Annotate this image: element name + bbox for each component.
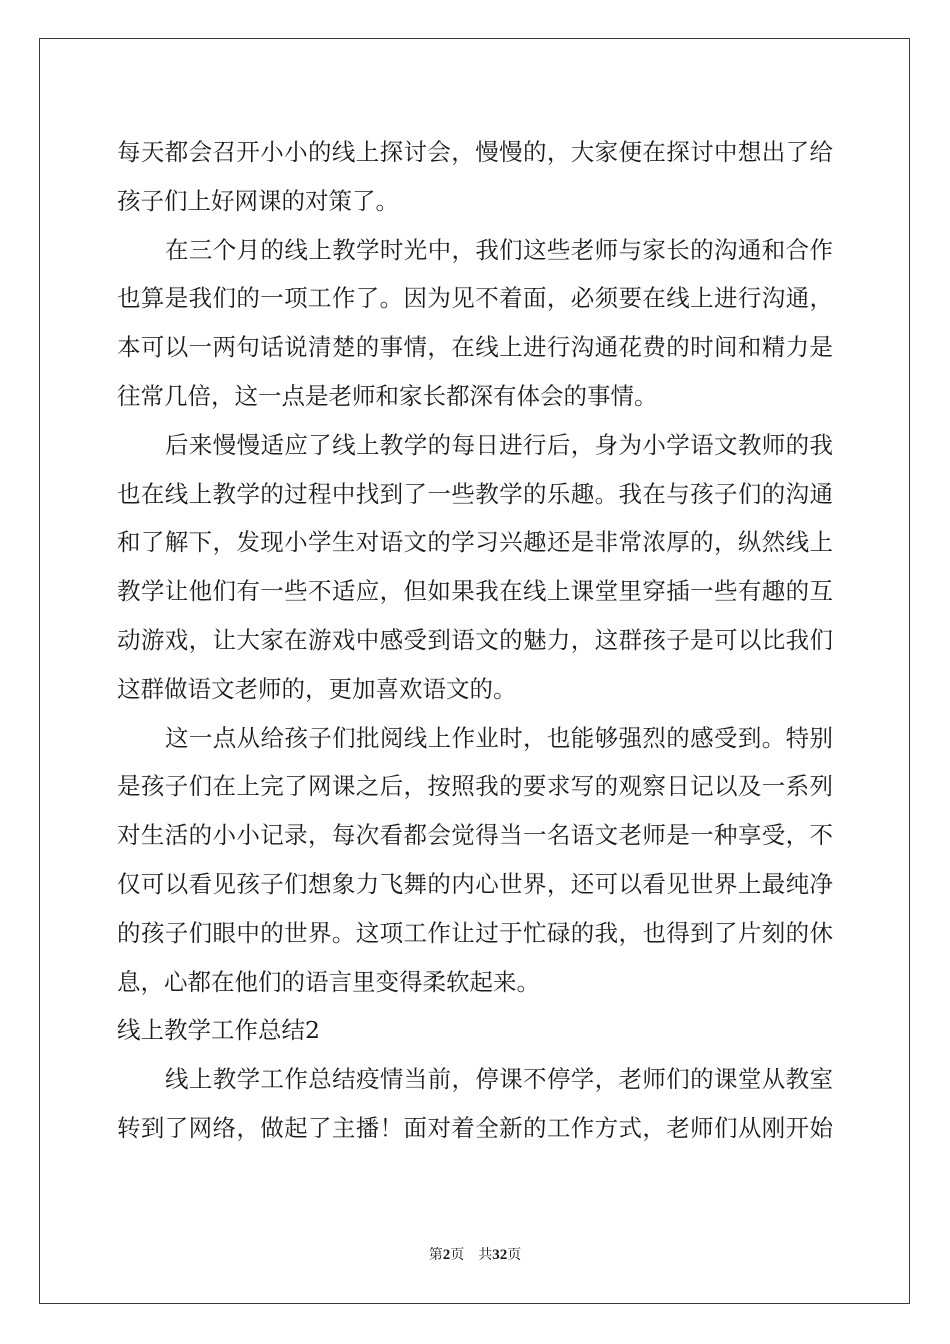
page-footer (0, 1245, 950, 1265)
text-line: 本可以一两句话说清楚的事情，在线上进行沟通花费的时间和精力是 (117, 333, 833, 362)
text-line: 教学让他们有一些不适应，但如果我在线上课堂里穿插一些有趣的互 (117, 577, 833, 606)
text-line: 对生活的小小记录，每次看都会觉得当一名语文老师是一种享受，不 (117, 821, 833, 850)
text-line: 后来慢慢适应了线上教学的每日进行后，身为小学语文教师的我 (165, 430, 833, 459)
page-prefix: 第 (428, 1247, 443, 1263)
page-number: 2 (442, 1247, 451, 1263)
page-suffix: 页 (450, 1247, 465, 1263)
text-line: 的孩子们眼中的世界。这项工作让过于忙碌的我，也得到了片刻的休 (117, 918, 833, 947)
text-line: 线上教学工作总结疫情当前，停课不停学，老师们的课堂从教室 (165, 1065, 833, 1094)
section-heading: 线上教学工作总结2 (117, 1016, 320, 1045)
text-line: 每天都会召开小小的线上探讨会，慢慢的，大家便在探讨中想出了给 (117, 138, 833, 166)
text-line: 也在线上教学的过程中找到了一些教学的乐趣。我在与孩子们的沟通 (117, 479, 833, 508)
text-line: 也算是我们的一项工作了。因为见不着面，必须要在线上进行沟通， (117, 284, 833, 313)
text-line: 转到了网络，做起了主播！面对着全新的工作方式，老师们从刚开始 (117, 1113, 833, 1142)
text-line: 息，心都在他们的语言里变得柔软起来。 (117, 967, 540, 996)
text-line: 是孩子们在上完了网课之后，按照我的要求写的观察日记以及一系列 (117, 772, 833, 801)
text-line: 孩子们上好网课的对策了。 (117, 186, 399, 215)
text-line: 在三个月的线上教学时光中，我们这些老师与家长的沟通和合作 (165, 235, 833, 264)
text-line: 动游戏，让大家在游戏中感受到语文的魅力，这群孩子是可以比我们 (117, 625, 833, 654)
text-line: 往常几倍，这一点是老师和家长都深有体会的事情。 (117, 381, 658, 410)
document-body (117, 128, 833, 1153)
total-suffix: 页 (507, 1247, 522, 1263)
text-line: 这群做语文老师的，更加喜欢语文的。 (117, 674, 517, 703)
total-prefix: 共 (478, 1247, 493, 1263)
text-line: 仅可以看见孩子们想象力飞舞的内心世界，还可以看见世界上最纯净 (117, 869, 833, 898)
text-line: 和了解下，发现小学生对语文的学习兴趣还是非常浓厚的，纵然线上 (117, 528, 833, 557)
total-pages: 32 (492, 1247, 508, 1263)
text-line: 这一点从给孩子们批阅线上作业时，也能够强烈的感受到。特别 (165, 723, 833, 752)
